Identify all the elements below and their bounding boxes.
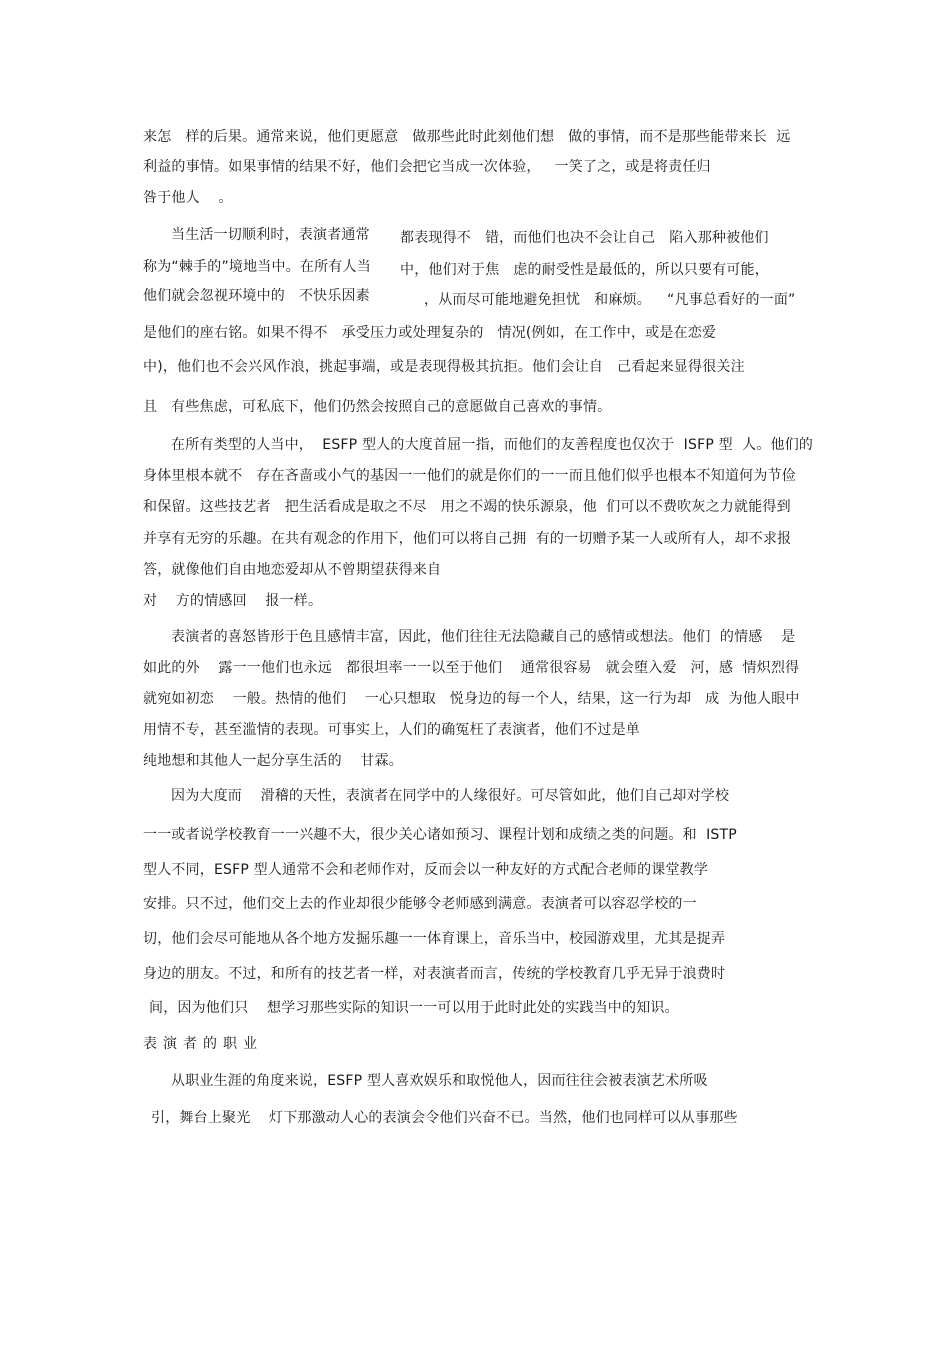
text-line: 用情不专，甚至滥情的表现。可事实上，人们的确冤枉了表演者，他们不过是单 [143,722,640,738]
text-line: 中，他们对于焦 虑的耐受性是最低的，所以只要有可能， [400,262,769,278]
text-line: 身边的朋友。不过，和所有的技艺者一样，对表演者而言，传统的学校教育几乎无异于浪费时 [143,966,726,982]
text-line: 型人不同，ESFP 型人通常不会和老师作对，反而会以一种友好的方式配合老师的课堂教学 [143,862,709,878]
text-line: 安排。只不过，他们交上去的作业却很少能够令老师感到满意。表演者可以容忍学校的一 [143,896,697,912]
text-line: 纯地想和其他人一起分享生活的 甘霖。 [143,753,403,769]
section-heading: 表演者的职业 [143,1036,263,1052]
text-line: 就宛如初恋 一般。热情的他们 一心只想取 悦身边的每一个人，结果，这一行为却 成 为他人眼中 [143,691,800,707]
text-line: 利益的事情。如果事情的结果不好，他们会把它当成一次体验， 一笑了之，或是将责任归 [143,159,711,175]
text-line: 间，因为他们只 想学习那些实际的知识一一可以用于此时此处的实践当中的知识。 [149,1000,679,1016]
text-line: 一一或者说学校教育一一兴趣不大，很少关心诸如预习、课程计划和成绩之类的问题。和 ISTP [143,827,737,843]
text-line: 表演者的喜怒皆形于色且感情丰富，因此，他们往往无法隐藏自己的感情或想法。他们 的情感 是 [171,629,796,645]
text-line: 咎于他人 。 [143,190,233,206]
text-line: 他们就会忽视环境中的 不快乐因素 [143,288,370,304]
text-line: 且 有些焦虑，可私底下，他们仍然会按照自己的意愿做自己喜欢的事情。 [143,399,612,415]
text-line: 因为大度而 滑稽的天性，表演者在同学中的人缘很好。可尽管如此，他们自己却对学校 [171,788,730,804]
text-line: 答，就像他们自由地恋爱却从不曾期望获得来自 [143,562,442,578]
text-line: 和保留。这些技艺者 把生活看成是取之不尽 用之不竭的快乐源泉，他 们可以不费吹灰之力就能得到 [143,499,791,515]
text-line: 如此的外 露一一他们也永远 都很坦率一一以至于他们 通常很容易 就会堕入爱 河，感 情炽烈得 [143,660,800,676]
text-line: 并享有无穷的乐趣。在共有观念的作用下，他们可以将自己拥 有的一切赠予某一人或所有人，却不求报 [143,531,792,547]
text-line: 是他们的座右铭。如果不得不 承受压力或处理复杂的 情况(例如，在工作中，或是在恋爱 [143,325,717,341]
text-line: 在所有类型的人当中， ESFP 型人的大度首屈一指，而他们的友善程度也仅次于 ISFP 型 人。他们的 [171,437,814,453]
text-line: ，从而尽可能地避免担忧 和麻烦。 [424,292,651,308]
text-line: 对 方的情感回 报一样。 [143,593,323,609]
text-line: 身体里根本就不 存在吝啬或小气的基因一一他们的就是你们的一一而且他们似乎也根本不知道何为节俭 [143,468,796,484]
text-line: “凡事总看好的一面” [667,292,796,308]
text-line: 从职业生涯的角度来说，ESFP 型人喜欢娱乐和取悦他人，因而往往会被表演艺术所吸 [171,1073,708,1089]
text-line: 切，他们会尽可能地从各个地方发掘乐趣一一体育课上，音乐当中，校园游戏里，尤其是捉弄 [143,931,726,947]
text-line: 当生活一切顺利时，表演者通常 [171,227,370,243]
text-line: 来怎 样的后果。通常来说，他们更愿意 做那些此时此刻他们想 做的事情，而不是那些能带来长 远 [143,129,791,145]
text-line: 都表现得不 错，而他们也决不会让自己 陷入那种被他们 [400,230,769,246]
text-line: 中)，他们也不会兴风作浪，挑起事端，或是表现得极其抗拒。他们会让自 己看起来显得很关注 [143,359,745,375]
text-line: 称为“棘手的”境地当中。在所有人当 [143,259,371,275]
text-line: 引，舞台上聚光 灯下那激动人心的表演会令他们兴奋不已。当然，他们也同样可以从事那些 [151,1110,738,1126]
